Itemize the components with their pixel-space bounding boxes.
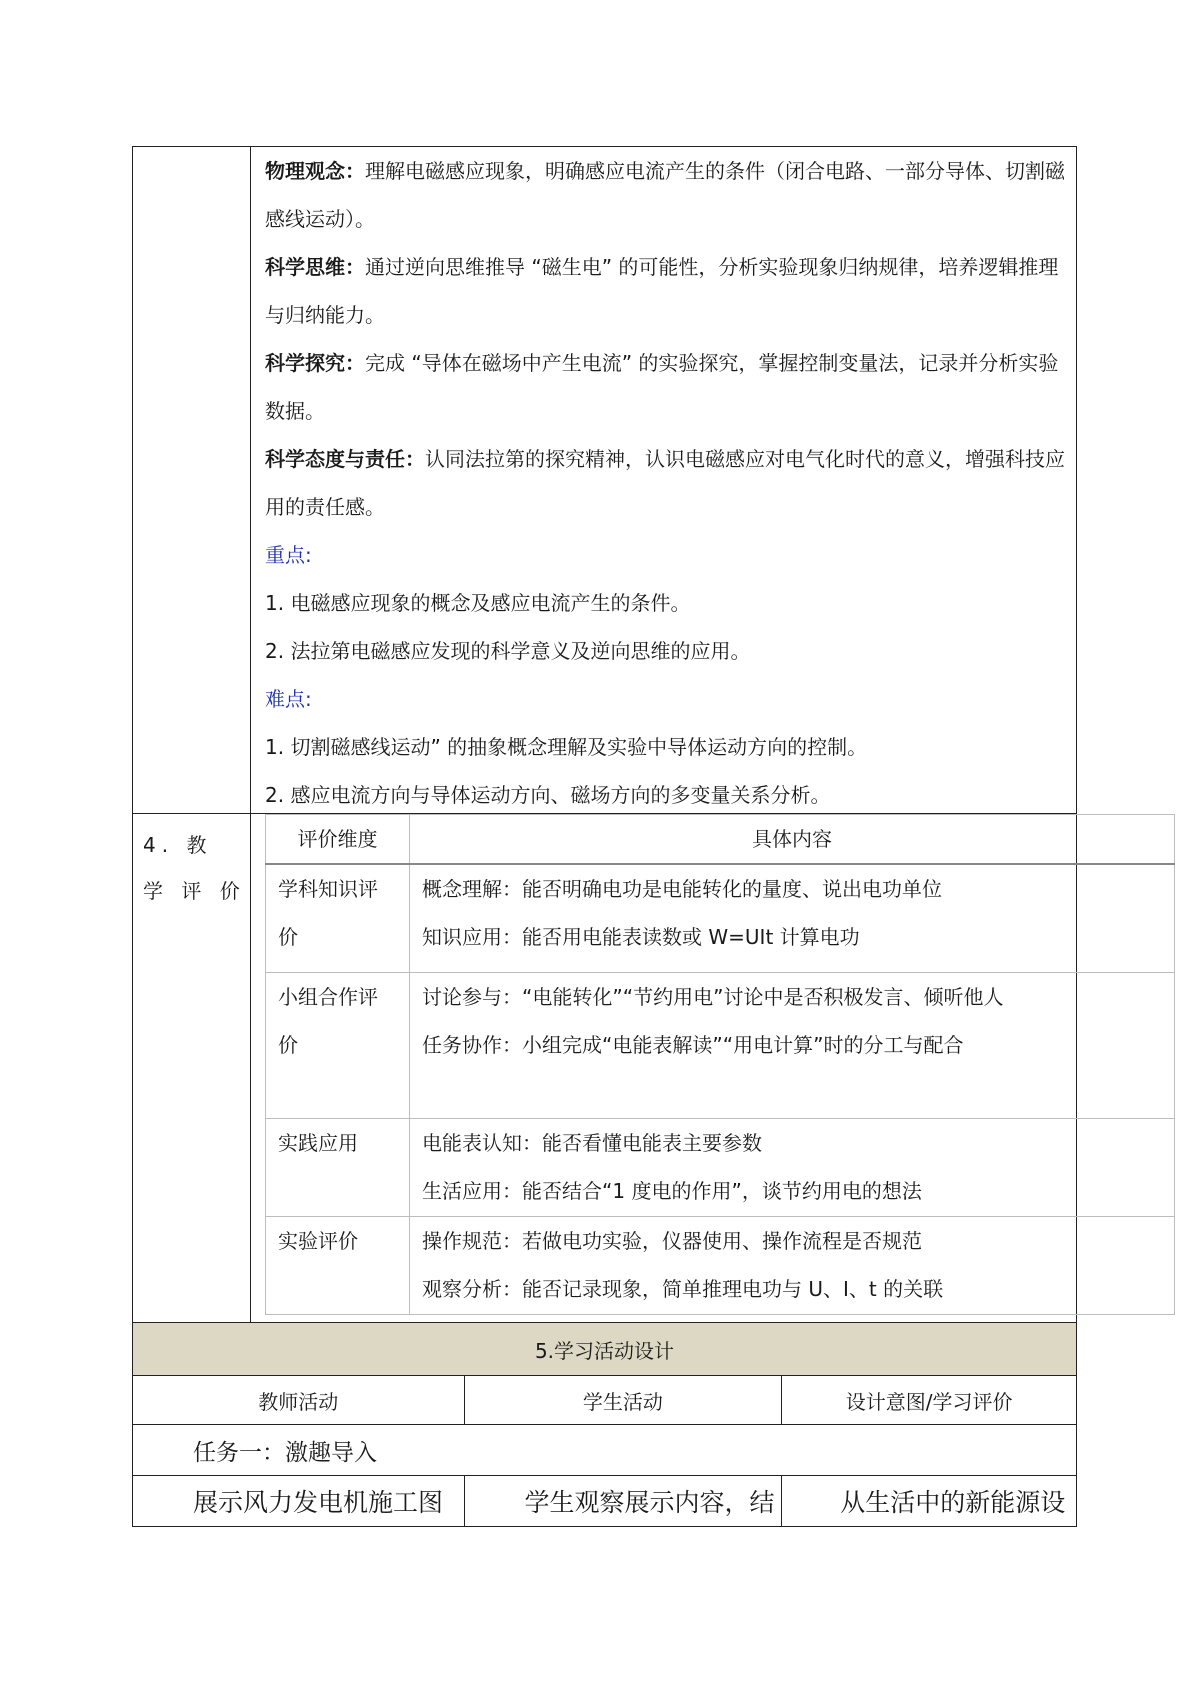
dimension-cell: 小组合作评价 xyxy=(266,972,410,1118)
task-title: 任务一：激趣导入 xyxy=(133,1425,1077,1476)
physics-concept-paragraph xyxy=(265,147,1065,243)
dimension-cell: 实践应用 xyxy=(266,1118,410,1216)
teacher-activity-cell: 展示风力发电机施工图 xyxy=(133,1476,465,1527)
scientific-thinking-term: 科学思维： xyxy=(265,255,365,279)
header-content: 具体内容 xyxy=(410,815,1175,865)
dimension-cell: 学科知识评价 xyxy=(266,864,410,972)
content-item: 电能表认知：能否看懂电能表主要参数 xyxy=(422,1130,763,1155)
header-design-intent: 设计意图/学习评价 xyxy=(782,1376,1077,1425)
objectives-content xyxy=(265,147,1065,819)
content-cell xyxy=(410,972,1175,1118)
physics-concept-term: 物理观念： xyxy=(265,159,365,183)
evaluation-section xyxy=(132,813,1077,1323)
difficulty-item: 1. 切割磁感线运动” 的抽象概念理解及实验中导体运动方向的控制。 xyxy=(265,735,868,759)
header-student-activity: 学生活动 xyxy=(464,1376,782,1425)
key-point-item: 1. 电磁感应现象的概念及感应电流产生的条件。 xyxy=(265,591,691,615)
content-cell xyxy=(410,1118,1175,1216)
evaluation-label-cell xyxy=(133,814,251,1323)
header-teacher-activity: 教师活动 xyxy=(133,1376,465,1425)
scientific-thinking-paragraph xyxy=(265,243,1065,339)
scientific-inquiry-text: 完成 “导体在磁场中产生电流” 的实验探究，掌握控制变量法，记录并分析实验数据。 xyxy=(265,351,1059,423)
key-point-item: 2. 法拉第电磁感应发现的科学意义及逆向思维的应用。 xyxy=(265,639,751,663)
attitude-term: 科学态度与责任： xyxy=(265,447,425,471)
activity-section-row xyxy=(133,1323,1077,1376)
content-item: 知识应用：能否用电能表读数或 W=UIt 计算电功 xyxy=(422,925,860,949)
evaluation-section-label: 4. 教 学 评 价 xyxy=(143,833,246,903)
scientific-thinking-text: 通过逆向思维推导 “磁生电” 的可能性，分析实验现象归纳规律，培养逻辑推理与归纳能力。 xyxy=(265,255,1059,327)
key-points-heading: 重点: xyxy=(265,543,312,567)
difficulties-heading: 难点: xyxy=(265,687,312,711)
content-item: 操作规范：若做电功实验，仪器使用、操作流程是否规范 xyxy=(422,1228,923,1253)
evaluation-table xyxy=(265,814,1175,1315)
content-item: 讨论参与：“电能转化”“节约用电”讨论中是否积极发言、倾听他人 xyxy=(422,984,1004,1009)
activity-section-title: 5.学习活动设计 xyxy=(133,1323,1077,1376)
table-row xyxy=(266,1118,1175,1216)
table-row xyxy=(266,972,1175,1118)
scientific-inquiry-paragraph xyxy=(265,339,1065,435)
activity-header-row xyxy=(133,1376,1077,1425)
content-item: 任务协作：小组完成“电能表解读”“用电计算”时的分工与配合 xyxy=(422,1032,964,1057)
evaluation-header-row xyxy=(266,815,1175,865)
design-intent-cell: 从生活中的新能源设 xyxy=(782,1476,1077,1527)
table-row xyxy=(133,1476,1077,1527)
header-dimension: 评价维度 xyxy=(266,815,410,865)
table-row xyxy=(266,864,1175,972)
activity-design-table xyxy=(132,1322,1077,1527)
content-item: 概念理解：能否明确电功是电能转化的量度、说出电功单位 xyxy=(422,877,943,901)
content-cell xyxy=(410,1216,1175,1314)
dimension-cell: 实验评价 xyxy=(266,1216,410,1314)
physics-concept-text: 理解电磁感应现象，明确感应电流产生的条件（闭合电路、一部分导体、切割磁感线运动）。 xyxy=(265,159,1065,231)
table-row xyxy=(266,1216,1175,1314)
difficulty-item: 2. 感应电流方向与导体运动方向、磁场方向的多变量关系分析。 xyxy=(265,783,831,807)
content-item: 生活应用：能否结合“1 度电的作用”，谈节约用电的想法 xyxy=(422,1178,922,1203)
objectives-section xyxy=(132,146,1077,814)
attitude-paragraph xyxy=(265,435,1065,531)
task-title-row xyxy=(133,1425,1077,1476)
scientific-inquiry-term: 科学探究： xyxy=(265,351,365,375)
content-cell xyxy=(410,864,1175,972)
objectives-label-cell xyxy=(133,147,251,814)
content-item: 观察分析：能否记录现象，简单推理电功与 U、I、t 的关联 xyxy=(422,1276,944,1301)
student-activity-cell: 学生观察展示内容，结 xyxy=(464,1476,782,1527)
attitude-text: 认同法拉第的探究精神，认识电磁感应对电气化时代的意义，增强科技应用的责任感。 xyxy=(265,447,1065,519)
